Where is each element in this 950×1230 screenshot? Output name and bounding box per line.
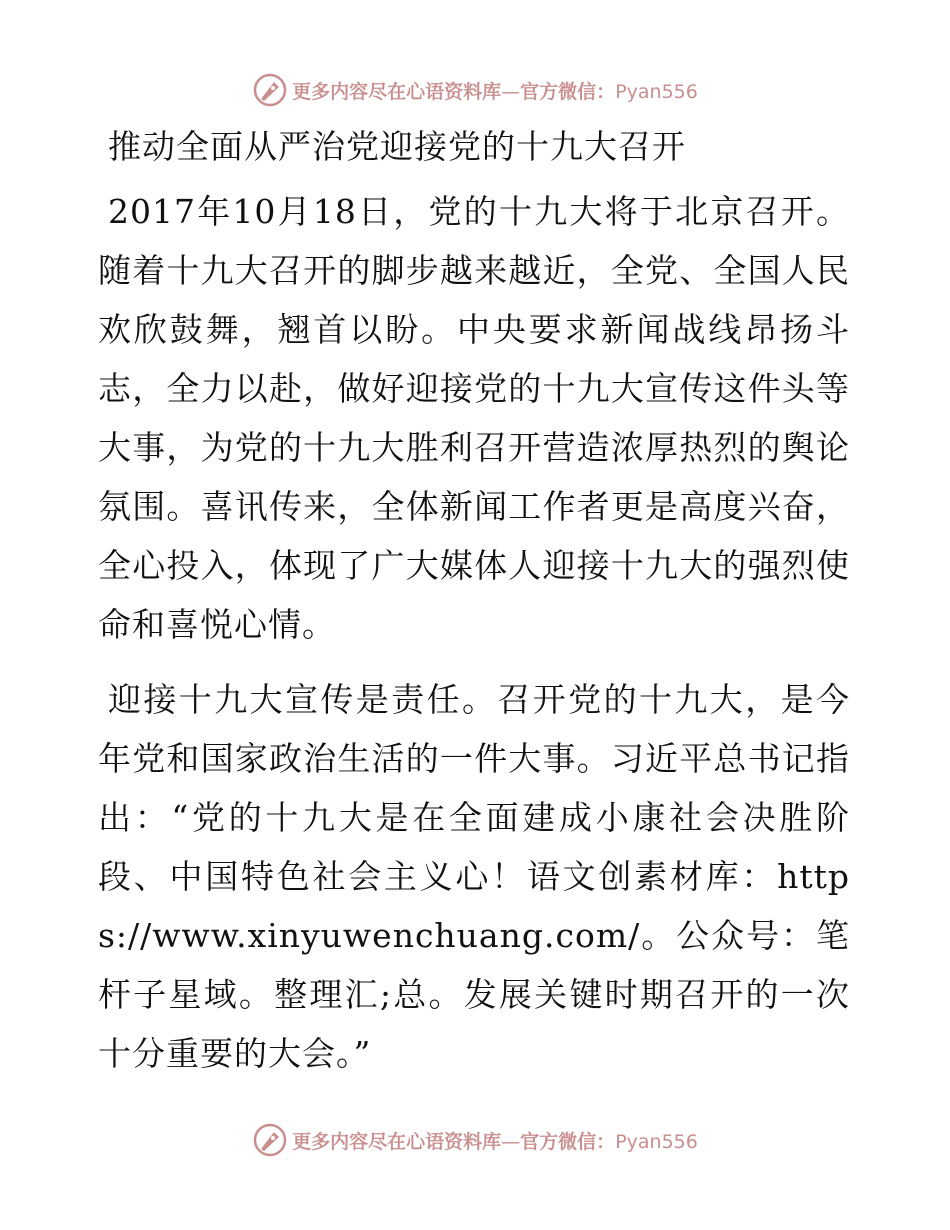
pen-nib-logo-icon — [252, 72, 288, 108]
article — [98, 122, 850, 1083]
watermark-site-text: 更多内容尽在心语资料库 — [292, 1130, 502, 1153]
watermark-wechat-id: Pyan556 — [615, 80, 698, 103]
watermark-separator: — — [501, 1130, 521, 1153]
article-title: 推动全面从严治党迎接党的十九大召开 — [108, 127, 686, 166]
watermark-wechat-text: 官方微信： — [520, 1130, 616, 1153]
watermark-site-text: 更多内容尽在心语资料库 — [292, 80, 502, 103]
watermark-wechat-text: 官方微信： — [520, 80, 616, 103]
watermark-footer — [0, 1120, 950, 1160]
watermark-separator: — — [501, 80, 521, 103]
article-paragraph-2: 迎接十九大宣传是责任。召开党的十九大，是今年党和国家政治生活的一件大事。习近平总书记指出：“党的十九大是在全面建成小康社会决胜阶段、中国特色社会主义心！语文创素材库：https://www.xinyuwenchuang.com/。公众号：笔杆子星域。整理汇;总。发展关键时期召开的一次十分重要的大会。” — [98, 680, 850, 1073]
pen-nib-logo-icon — [252, 1122, 288, 1158]
watermark-header — [0, 70, 950, 110]
article-paragraph-1: 2017年10月18日，党的十九大将于北京召开。随着十九大召开的脚步越来越近，全党、全国人民欢欣鼓舞，翘首以盼。中央要求新闻战线昂扬斗志，全力以赴，做好迎接党的十九大宣传这件头等大事，为党的十九大胜利召开营造浓厚热烈的舆论氛围。喜讯传来，全体新闻工作者更是高度兴奋，全心投入，体现了广大媒体人迎接十九大的强烈使命和喜悦心情。 — [98, 192, 850, 644]
watermark-text — [292, 1127, 698, 1154]
watermark-wechat-id: Pyan556 — [615, 1130, 698, 1153]
watermark-text — [292, 77, 698, 104]
